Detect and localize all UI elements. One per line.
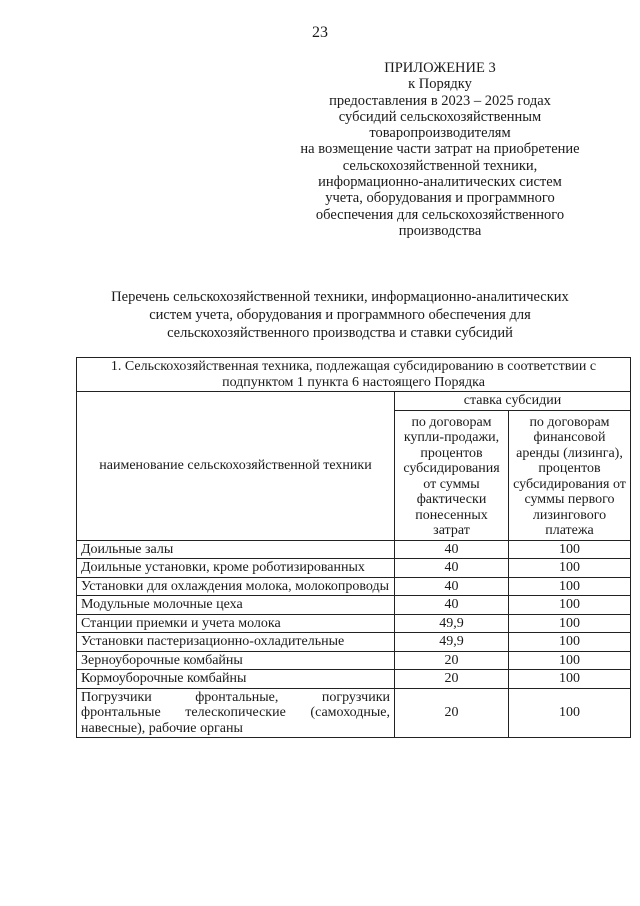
appendix-line: информационно-аналитических систем	[318, 174, 562, 191]
rate-leasing: 100	[509, 596, 631, 615]
header-name: наименование сельскохозяйственной техники	[77, 392, 395, 541]
equipment-name: Погрузчики фронтальные, погрузчики фронтальные телескопические (самоходные, навесные), рабочие органы	[77, 688, 395, 738]
rate-leasing: 100	[509, 540, 631, 559]
appendix-line: к Порядку	[408, 76, 472, 93]
table-row	[77, 540, 631, 559]
header-row	[77, 392, 631, 411]
header-purchase: по договорам купли-продажи, процентов субсидирования от суммы фактически понесенных затрат	[395, 410, 509, 540]
header-rate: ставка субсидии	[395, 392, 631, 411]
list-title-line: систем учета, оборудования и программного обеспечения для	[149, 307, 531, 323]
rate-purchase: 40	[395, 540, 509, 559]
table-row	[77, 633, 631, 652]
rate-leasing: 100	[509, 670, 631, 689]
table-row	[77, 577, 631, 596]
rate-purchase: 49,9	[395, 614, 509, 633]
table-row	[77, 559, 631, 578]
table-row	[77, 614, 631, 633]
appendix-header	[290, 60, 590, 239]
rate-purchase: 40	[395, 577, 509, 596]
rate-leasing: 100	[509, 577, 631, 596]
list-title	[60, 288, 620, 342]
table-row	[77, 670, 631, 689]
header-leasing: по договорам финансовой аренды (лизинга), процентов субсидирования от суммы первого лизингового платежа	[509, 410, 631, 540]
table-row	[77, 651, 631, 670]
section-header-row	[77, 358, 631, 392]
appendix-line: предоставления в 2023 – 2025 годах	[329, 92, 551, 109]
subsidy-table	[76, 357, 631, 738]
equipment-name: Установки пастеризационно-охладительные	[77, 633, 395, 652]
appendix-line: на возмещение части затрат на приобретение	[300, 141, 580, 158]
equipment-name: Доильные установки, кроме роботизированных	[77, 559, 395, 578]
equipment-name: Модульные молочные цеха	[77, 596, 395, 615]
rate-purchase: 20	[395, 688, 509, 738]
equipment-name: Установки для охлаждения молока, молокопроводы	[77, 577, 395, 596]
list-title-line: сельскохозяйственного производства и ставки субсидий	[167, 325, 513, 341]
page-number: 23	[312, 24, 328, 41]
appendix-line: производства	[398, 222, 482, 239]
appendix-line: сельскохозяйственной техники,	[342, 157, 538, 174]
table-row	[77, 688, 631, 738]
equipment-name: Кормоуборочные комбайны	[77, 670, 395, 689]
equipment-name: Зерноуборочные комбайны	[77, 651, 395, 670]
rate-purchase: 40	[395, 559, 509, 578]
table-row	[77, 596, 631, 615]
rate-purchase: 40	[395, 596, 509, 615]
equipment-name: Станции приемки и учета молока	[77, 614, 395, 633]
rate-leasing: 100	[509, 614, 631, 633]
rate-purchase: 20	[395, 651, 509, 670]
appendix-line: товаропроизводителям	[369, 125, 511, 142]
list-title-line: Перечень сельскохозяйственной техники, информационно-аналитических	[111, 289, 569, 305]
section-title: 1. Сельскохозяйственная техника, подлежащая субсидированию в соответствии с подпунктом 1 пункта 6 настоящего Порядка	[77, 358, 631, 392]
appendix-line: обеспечения для сельскохозяйственного	[315, 206, 565, 223]
table-body	[77, 540, 631, 738]
rate-purchase: 20	[395, 670, 509, 689]
rate-leasing: 100	[509, 688, 631, 738]
equipment-name: Доильные залы	[77, 540, 395, 559]
rate-leasing: 100	[509, 633, 631, 652]
rate-leasing: 100	[509, 651, 631, 670]
appendix-line: учета, оборудования и программного	[325, 190, 555, 207]
rate-leasing: 100	[509, 559, 631, 578]
appendix-line: ПРИЛОЖЕНИЕ 3	[384, 60, 496, 76]
appendix-line: субсидий сельскохозяйственным	[338, 108, 542, 125]
rate-purchase: 49,9	[395, 633, 509, 652]
